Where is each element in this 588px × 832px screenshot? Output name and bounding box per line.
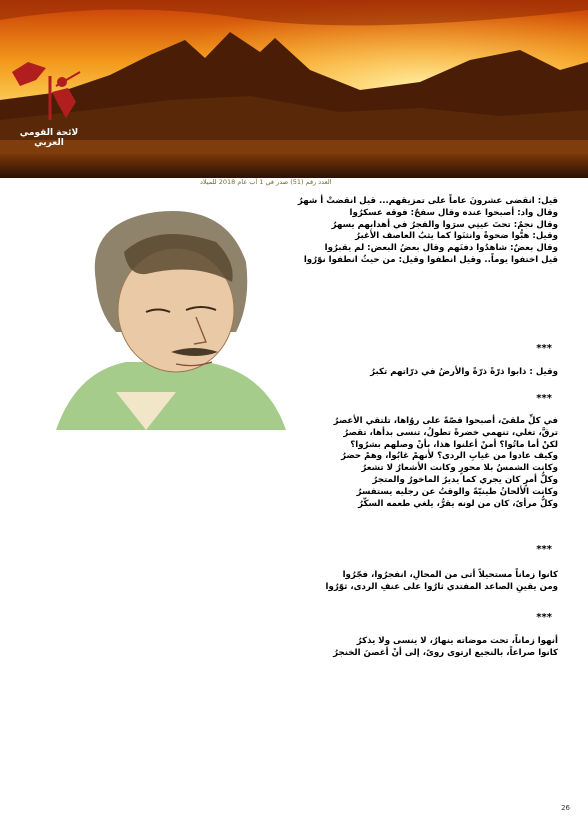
portrait-sketch xyxy=(36,192,294,430)
stanza-separator: *** xyxy=(536,612,552,623)
stanza-2 xyxy=(296,367,558,379)
verse-line: قيل: انقضى عشرونَ عاماً على تمزيقهم... قيل انقضتْ أ شهرُ xyxy=(297,196,558,206)
verse-line: وقال نجمٌ: تحتَ عينِي سرَوا والفجرُ في أهدابهم يسهرُ xyxy=(331,219,558,230)
verse-line: أنهوا زماناً، تحت موضاته ينهارُ، لا ينسى ولا يذكرُ xyxy=(356,636,558,646)
verse-line: وقال واد: أصبحوا عنده وقال سفحٌ: فوقه عسكرُوا xyxy=(349,207,558,218)
stanza-1 xyxy=(296,196,558,267)
verse-line: وكانت الألحانُ طينيّةً والوقتُ عن رجليه يستفسرُ xyxy=(356,486,558,497)
verse-line: وقيل : ذابوا ذرّةً ذرّةً والأرضُ في ذرّاتهم تكبرُ xyxy=(370,367,558,377)
verse-line: وكانت الشمسُ بلا محورٍ وكانت الأشعارُ لا تشعرُ xyxy=(361,463,558,474)
stanza-4 xyxy=(296,570,558,594)
stanza-5 xyxy=(296,636,558,660)
verse-line: وكلُّ أمرٍ كان يجري كما يديرُ الماخورُ والمتجرُ xyxy=(372,474,558,485)
verse-line: لكنْ أما ماتُوا؟ أمنْ أعلنوا هذا، بأنْ وصلهم بشرُوا؟ xyxy=(350,439,558,450)
stanza-separator: *** xyxy=(536,544,552,555)
verse-line: قيل اختفوا يوماً.. وقيل انطفوا وقيل: من حيثُ انطفوا نوّرُوا xyxy=(303,254,558,265)
verse-line: وقيل: هبُّوا ضحوةً وانثنَوا كما يثبُ العاصف الأغبرُ xyxy=(355,231,558,242)
verse-line: وقال بعضٌ: شاهدُوا دفنَهم وقال بعضُ البعض: لم يقبرُوا xyxy=(324,243,558,254)
verse-line: ترقَّ، تغلي، تنهمي خضرةً تطولُ، تنسى بدأها، تقصرُ xyxy=(343,427,558,438)
page-number: 26 xyxy=(561,804,570,812)
verse-line: كانوا زماناً مستحيلاً أتى من المحالِ، انفجرُوا، فجّرُوا xyxy=(342,570,558,580)
stanza-separator: *** xyxy=(536,343,552,354)
logo-caption: لائحة القومي العربي xyxy=(19,128,79,148)
issue-line: العدد رقم (51) صدر في 1 آب عام 2018 للميلاد xyxy=(200,178,332,186)
verse-line: وكيف عادوا من غيابِ الردى؟ لأنهمْ غابُوا، وهمْ حضرُ xyxy=(341,451,558,462)
verse-line: وكلُّ مرأىً، كان من لونه يقرُّ، يلغي طعمه السكّرُ xyxy=(358,498,558,509)
stanza-separator: *** xyxy=(536,393,552,404)
stanza-3 xyxy=(296,416,558,510)
verse-line: ومن يقينِ الصاعد المفتدي ثارُوا على عنفِ الردى، ثوّرُوا xyxy=(325,581,558,592)
verse-line: في كلِّ ملقىً، أصبحوا قصّةً على روُاها، تلتقي الأعصرُ xyxy=(333,416,558,426)
verse-line: كانوا صراعاً، بالنجيع ارتوى روىً، إلى أنْ أغصنَ الخنجرُ xyxy=(333,647,558,658)
header-banner xyxy=(0,0,588,178)
